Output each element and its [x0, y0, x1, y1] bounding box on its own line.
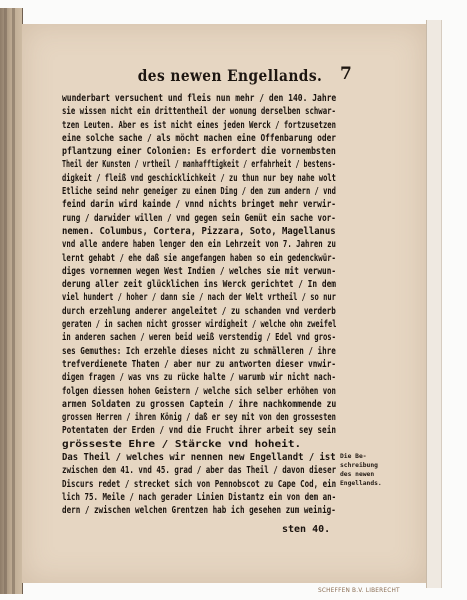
book-fore-edge: [426, 20, 442, 588]
page-number: 7: [340, 64, 352, 84]
text-line: vnd alle andere haben lenger den ein Lehrzeit von 7. Jahren zu: [62, 239, 336, 251]
text-line: lernt gehabt / ehe daß sie angefangen haben so ein gedenckwür-: [62, 252, 336, 264]
text-line: trefverdienete Thaten / aber nur zu antworten dieser vnwir-: [62, 358, 336, 370]
text-line: geraten / in sachen nicht grosser wirdigheit / welche ohn zweifel: [62, 319, 337, 331]
marginal-note-line: des newen: [340, 471, 375, 478]
text-line: nemen. Columbus, Cortera, Pizzara, Soto, Magellanus: [62, 225, 336, 237]
text-line: grösseste Ehre / Stärcke vnd hoheit.: [62, 438, 302, 450]
previous-page-edge: [0, 8, 23, 594]
text-line: folgen diessen hohen Geistern / welche sich selber erhöhen von: [62, 385, 336, 397]
text-line: Etliche seind mehr geneiger zu einem Ding / den zum andern / vnd: [62, 186, 336, 198]
running-header: des newen Engellands.: [137, 66, 323, 85]
text-line: Discurs redet / strecket sich von Pennobscot zu Cape Cod, ein: [62, 478, 337, 490]
text-line: armen Soldaten zu grossen Captein / ihre nachkommende zu: [62, 398, 337, 410]
text-line: derung aller zeit glücklichen ins Werck gerichtet / In dem: [62, 279, 337, 291]
text-line: zwischen dem 41. vnd 45. grad / aber das Theil / davon dieser: [62, 465, 337, 477]
text-line: durch erzehlung anderer angeleitet / zu schanden vnd verderb: [62, 305, 336, 317]
text-line: wunderbart versuchent und fleis nun mehr / den 140. Jahre: [62, 93, 337, 104]
text-line: in anderen sachen / weren beid weiß verstendig / Edel vnd gros-: [62, 332, 337, 344]
marginal-note: [340, 452, 392, 488]
text-line: sie wissen nicht ein drittentheil der wonung derselben schwar-: [62, 106, 336, 118]
text-line: diges vornemmen wegen West Indien / welches sie mit verwun-: [62, 265, 336, 277]
text-line: tzen Leuten. Aber es ist nicht eines jeden Werck / fortzusetzen: [62, 119, 337, 131]
text-line: Potentaten der Erden / vnd die Frucht ihrer arbeit sey sein: [62, 425, 336, 437]
text-line: ses Gemuthes: Ich erzehle dieses nicht zu schmälleren / ihre: [62, 345, 336, 357]
text-line: feind darin wird kainde / vnnd nichts bringet mehr verwir-: [62, 199, 337, 211]
marginal-note-line: Die Be-: [340, 453, 367, 460]
text-line: digkeit / fleiß vnd geschicklichkeit / zu thun nur bey nahe wolt: [62, 172, 336, 184]
text-line: Theil der Kunsten / vrtheil / manhafftigkeit / erfahrheit / bestens-: [62, 159, 336, 171]
shelf-label: SCHEFFEN B.V. LIBERECHT: [318, 588, 400, 594]
text-line: pflantzung einer Colonien: Es erfordert die vornembsten: [62, 146, 336, 158]
page-edge-shadow: [12, 8, 15, 594]
page-edge-shadow: [4, 8, 7, 594]
body-text: [62, 92, 336, 518]
text-line: lich 75. Meile / nach gerader Linien Distantz ein von dem an-: [62, 491, 337, 503]
marginal-note-line: Engellands.: [340, 480, 382, 487]
text-line: rung / darwider willen / vnd gegen sein Gemüt ein sache vor-: [62, 212, 336, 224]
marginal-note-line: schreibung: [340, 462, 378, 469]
text-line: digen fragen / was vns zu rücke halte / warumb wir nicht nach-: [62, 372, 336, 384]
text-line: viel hundert / hoher / dann sie / nach der Welt vrtheil / so nur: [62, 292, 336, 304]
text-line: grossen Herren / ihren König / daß er sey mit von den grossesten: [62, 412, 336, 424]
text-line: Das Theil / welches wir nennen new Engellandt / ist: [62, 452, 336, 464]
text-line: dern / zwischen welchen Grentzen hab ich gesehen zum weinig-: [62, 505, 336, 517]
text-line: eine solche sache / als möcht machen eine Offenbarung oder: [62, 132, 337, 144]
catchword: sten 40.: [282, 524, 331, 535]
